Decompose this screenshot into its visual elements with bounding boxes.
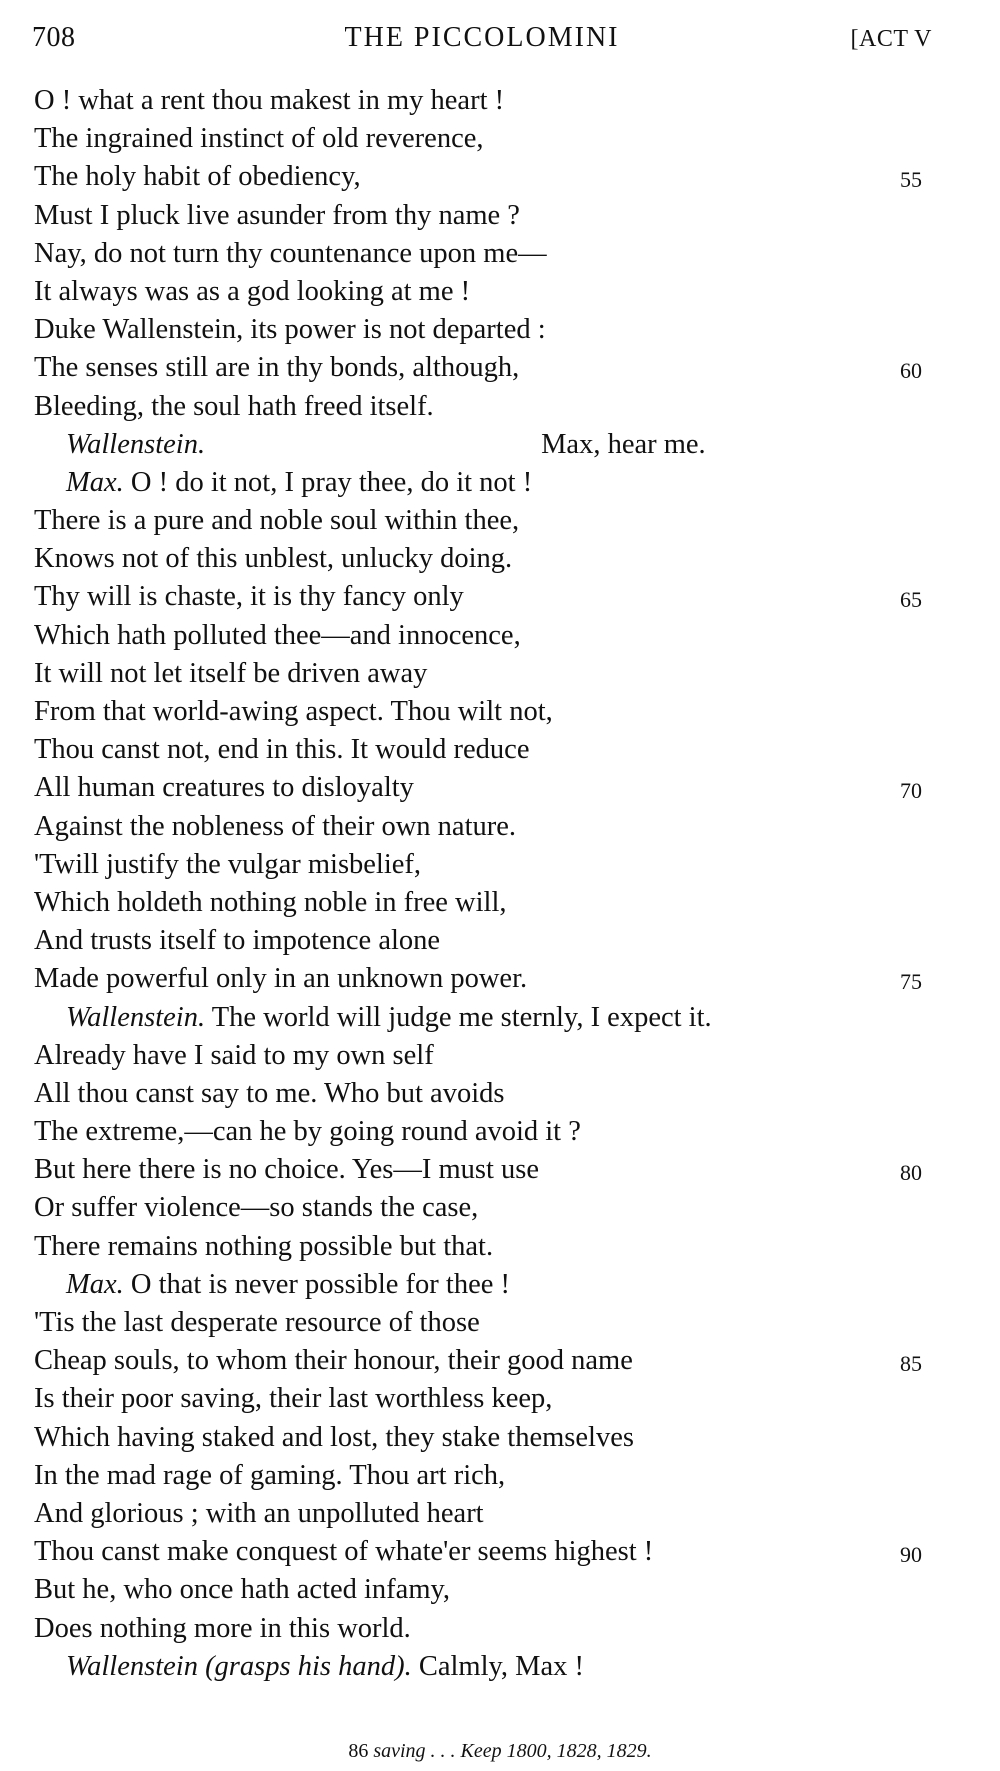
verse-line	[34, 1189, 934, 1227]
verse-line	[34, 1419, 934, 1457]
line-text: Max, hear me.	[541, 428, 706, 460]
line-number: 55	[900, 167, 922, 193]
line-text: Which hath polluted thee—and innocence,	[34, 619, 521, 651]
line-text: Duke Wallenstein, its power is not departed :	[34, 314, 546, 346]
verse-line	[34, 1380, 934, 1418]
verse-line	[34, 1228, 934, 1266]
verse-line	[34, 82, 934, 120]
line-number: 65	[900, 587, 922, 613]
line-text: Thou canst make conquest of whate'er seems highest !	[34, 1536, 654, 1568]
line-text: Bleeding, the soul hath freed itself.	[34, 390, 434, 422]
line-number: 75	[900, 969, 922, 995]
line-text: 'Tis the last desperate resource of those	[34, 1307, 480, 1338]
line-text: And glorious ; with an unpolluted heart	[34, 1497, 484, 1529]
line-text: Nay, do not turn thy countenance upon me—	[34, 237, 547, 269]
verse-line	[34, 1342, 934, 1380]
line-text: Which holdeth nothing noble in free will,	[34, 886, 507, 918]
verse-line	[34, 846, 934, 884]
verse-line	[34, 922, 934, 960]
line-text: The ingrained instinct of old reverence,	[34, 123, 484, 155]
line-text: All thou canst say to me. Who but avoids	[34, 1077, 505, 1109]
verse-line	[34, 464, 934, 502]
line-text: Which having staked and lost, they stake themselves	[34, 1421, 634, 1453]
line-number: 60	[900, 358, 922, 384]
verse-line	[34, 311, 934, 349]
verse-line	[34, 502, 934, 540]
speaker-name: Max.	[66, 1268, 124, 1300]
verse-line	[34, 1113, 934, 1151]
verse-line	[34, 235, 934, 273]
line-number: 85	[900, 1351, 922, 1377]
verse-line	[34, 1075, 934, 1113]
verse-line	[34, 999, 934, 1037]
line-text: Thy will is chaste, it is thy fancy only	[34, 581, 464, 613]
line-text: Does nothing more in this world.	[34, 1612, 411, 1644]
line-number: 90	[900, 1542, 922, 1568]
verse-line	[34, 158, 934, 196]
line-text: It will not let itself be driven away	[34, 657, 428, 689]
line-text: The holy habit of obediency,	[34, 161, 361, 193]
verse-line	[34, 884, 934, 922]
verse-line	[34, 1304, 934, 1342]
verse-line	[34, 1495, 934, 1533]
line-text: Against the nobleness of their own nature.	[34, 810, 517, 842]
line-text: O ! what a rent thou makest in my heart !	[34, 85, 505, 116]
page-header	[32, 22, 932, 62]
line-text: There is a pure and noble soul within thee,	[34, 505, 520, 537]
footnote-text: saving . . . Keep 1800, 1828, 1829.	[373, 1740, 652, 1762]
verse-line	[34, 426, 934, 464]
verse-line	[34, 388, 934, 426]
verse-line	[34, 808, 934, 846]
page-number: 708	[32, 22, 76, 53]
verse-line	[34, 655, 934, 693]
line-number: 70	[900, 778, 922, 804]
line-text: O ! do it not, I pray thee, do it not !	[130, 466, 533, 498]
line-text: The world will judge me sternly, I expect it.	[211, 1001, 712, 1033]
line-text: All human creatures to disloyalty	[34, 772, 414, 804]
verse-line	[34, 693, 934, 731]
line-text: Knows not of this unblest, unlucky doing.	[34, 543, 513, 575]
running-title: THE PICCOLOMINI	[344, 22, 620, 53]
line-text: Thou canst not, end in this. It would reduce	[34, 734, 530, 766]
verse-line	[34, 578, 934, 616]
line-text: Calmly, Max !	[418, 1650, 584, 1682]
line-text: In the mad rage of gaming. Thou art rich,	[34, 1459, 506, 1491]
verse-line	[34, 1037, 934, 1075]
act-label: [ACT V	[850, 26, 932, 52]
speaker-name: Wallenstein.	[66, 428, 206, 460]
line-text: The senses still are in thy bonds, although,	[34, 352, 520, 384]
line-text: O that is never possible for thee !	[130, 1268, 510, 1300]
verse-line	[34, 540, 934, 578]
verse-line	[34, 1151, 934, 1189]
verse-line	[34, 960, 934, 998]
speaker-name: Wallenstein.	[66, 1001, 206, 1033]
line-number: 80	[900, 1160, 922, 1186]
line-text: It always was as a god looking at me !	[34, 275, 471, 307]
line-text: Or suffer violence—so stands the case,	[34, 1192, 479, 1224]
verse-line	[34, 1266, 934, 1304]
verse-line	[34, 349, 934, 387]
verse-line	[34, 617, 934, 655]
verse-body	[34, 82, 934, 1686]
line-text: From that world-awing aspect. Thou wilt not,	[34, 696, 553, 727]
line-text: Already have I said to my own self	[34, 1039, 434, 1071]
verse-line	[34, 1610, 934, 1648]
line-text: Cheap souls, to whom their honour, their good name	[34, 1345, 633, 1377]
verse-line	[34, 1648, 934, 1686]
footnote-number: 86	[348, 1740, 369, 1762]
line-text: 'Twill justify the vulgar misbelief,	[34, 848, 422, 880]
line-text: Made powerful only in an unknown power.	[34, 963, 528, 995]
line-text: But he, who once hath acted infamy,	[34, 1574, 451, 1606]
verse-line	[34, 769, 934, 807]
verse-line	[34, 1457, 934, 1495]
line-text: But here there is no choice. Yes—I must use	[34, 1154, 539, 1186]
line-text: Must I pluck live asunder from thy name ?	[34, 199, 520, 231]
verse-line	[34, 731, 934, 769]
verse-line	[34, 273, 934, 311]
line-text: Is their poor saving, their last worthless keep,	[34, 1383, 553, 1415]
verse-line	[34, 1571, 934, 1609]
speaker-name: Max.	[66, 466, 124, 498]
line-text: There remains nothing possible but that.	[34, 1230, 494, 1262]
verse-line	[34, 120, 934, 158]
footnote	[0, 1740, 1000, 1763]
line-text: The extreme,—can he by going round avoid it ?	[34, 1116, 581, 1148]
line-text: And trusts itself to impotence alone	[34, 925, 441, 957]
speaker-name: Wallenstein (grasps his hand).	[66, 1650, 412, 1682]
verse-line	[34, 1533, 934, 1571]
verse-line	[34, 197, 934, 235]
